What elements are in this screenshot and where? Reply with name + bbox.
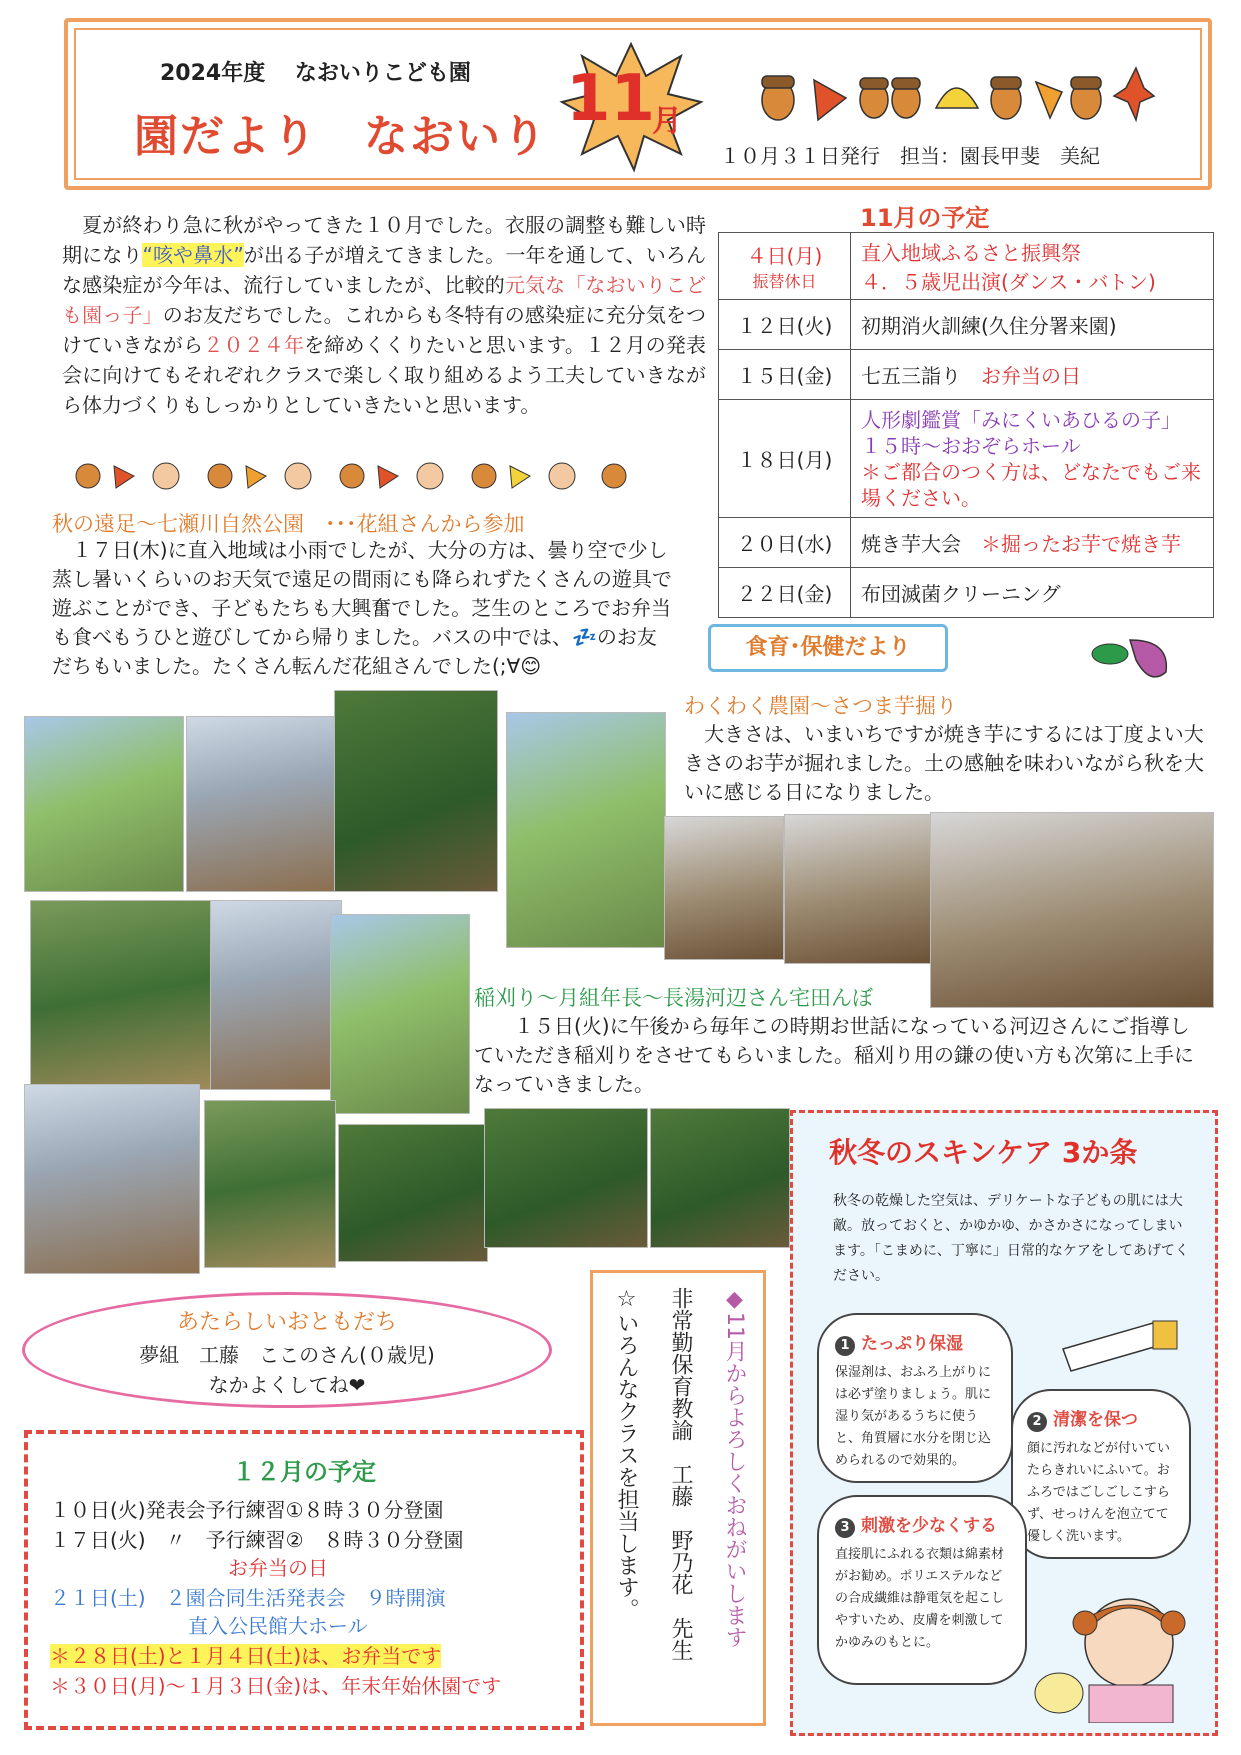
december-line: ＊３０日(月)～１月３日(金)は、年末年始休園です bbox=[50, 1674, 502, 1698]
photo-slide-2 bbox=[506, 712, 666, 948]
rice-title: 稲刈り～月組年長～長湯河辺さん宅田んぼ bbox=[474, 986, 873, 1010]
skin-tip-3: 3 刺激を少なくする 直接肌にふれる衣類は綿素材がお勧め。ポリエステルなどの合成繊維は静電気を起こしやすいため、皮膚を刺激してかゆみのもとに。 bbox=[817, 1495, 1027, 1685]
photo-digging-3 bbox=[930, 812, 1214, 1008]
skin-care-intro: 秋冬の乾燥した空気は、デリケートな子どもの肌には大敵。放っておくと、かゆかゆ、かさかさになってしまいます。「こまめに、丁寧に」日常的なケアをしてあげてください。 bbox=[833, 1193, 1189, 1284]
photo-rice-2 bbox=[484, 1108, 648, 1248]
skin-tip-2: 2 清潔を保つ 顔に汚れなどが付いていたらきれいにふいて。おふろではごしごしこすらず、せっけんを泡立てて優しく洗います。 bbox=[1011, 1389, 1191, 1559]
photo-group-slide bbox=[24, 1084, 200, 1274]
acorn-leaf-row-icon bbox=[756, 58, 1156, 128]
month-number: 11 bbox=[566, 62, 656, 136]
photo-playground-1 bbox=[24, 716, 184, 892]
table-row: １２日(火) 初期消火訓練(久住分署来園) bbox=[719, 300, 1214, 350]
november-schedule-table bbox=[718, 232, 1214, 618]
photo-swing bbox=[334, 690, 498, 892]
farm-title: わくわく農園～さつま芋掘り bbox=[684, 694, 957, 718]
table-row: ４日(月) 振替休日 直入地域ふるさと振興祭 ４．５歳児出演(ダンス・バトン) bbox=[719, 233, 1214, 300]
december-schedule-box bbox=[24, 1430, 584, 1730]
girl-illustration-icon bbox=[1029, 1573, 1209, 1723]
december-line: ２１日(土) ２園合同生活発表会 ９時開演 bbox=[50, 1586, 446, 1610]
tube-cream-icon bbox=[1053, 1309, 1193, 1379]
table-row: １５日(金) 七五三詣り お弁当の日 bbox=[719, 350, 1214, 400]
teacher-name: 非常勤保育教諭 工藤 野乃花 先生 bbox=[668, 1287, 693, 1661]
new-friend-oval bbox=[22, 1292, 552, 1408]
rice-text: １５日(火)に午後から毎年この時期お世話になっている河辺さんにご指導していただき稲刈りをさせてもらいました。稲刈り用の鎌の使い方も次第に上手になっていきました。 bbox=[474, 1014, 1194, 1096]
header-year: 2024年度 なおいりこども園 bbox=[160, 61, 471, 86]
december-line: お弁当の日 bbox=[228, 1556, 328, 1580]
november-schedule-title: 11月の予定 bbox=[860, 204, 990, 232]
new-friend-message: なかよくしてね❤ bbox=[208, 1373, 366, 1397]
month-kanji: 月 bbox=[652, 104, 682, 139]
photo-slide-3 bbox=[330, 914, 470, 1114]
photo-rice-1 bbox=[338, 1124, 488, 1262]
photo-digging-2 bbox=[784, 814, 934, 964]
intro-paragraph: 夏が終わり急に秋がやってきた１０月でした。衣服の調整も難しい時期になり“咳や鼻水”が出る子が増えてきました。一年を通して、いろんな感染症が今年は、流行していましたが、比較的元気な「なおいりこども園っ子」のお友だちでした。これからも冬特有の感染症に充分気をつけていきながら２０２４年を締めくくりたいと思います。１２月の発表会に向けてもそれぞれクラスで楽しく取り組めるよう工夫していきながら体力づくりもしっかりとしていきたいと思います。 bbox=[62, 213, 707, 417]
december-line: １０日(火)発表会予行練習①８時３０分登園 bbox=[50, 1498, 444, 1522]
trip-title: 秋の遠足～七瀬川自然公園 ･･･花組さんから参加 bbox=[52, 512, 525, 536]
teacher-box bbox=[590, 1270, 766, 1726]
food-health-tag: 食育･保健だより bbox=[708, 624, 948, 672]
table-row: ２０日(水) 焼き芋大会 ＊掘ったお芋で焼き芋 bbox=[719, 518, 1214, 568]
new-friend-title: あたらしいおともだち bbox=[176, 1310, 397, 1335]
new-friend-name: 夢組 工藤 ここのさん(０歳児) bbox=[139, 1343, 435, 1367]
december-line: １７日(火) 〃 予行練習② ８時３０分登園 bbox=[50, 1528, 464, 1552]
trip-text: １７日(木)に直入地域は小雨でしたが、大分の方は、曇り空で少し蒸し暑いくらいのお天気で遠足の間雨にも降られずたくさんの遊具で遊ぶことができ、子どもたちも大興奮でした。芝生のところでお弁当も食べもうひと遊びしてから帰りました。バスの中では、💤のお友だちもいました。たくさん転んだ花組さんでした(;∀😊 bbox=[52, 538, 672, 678]
skin-care-title: 秋冬のスキンケア 3か条 bbox=[829, 1136, 1138, 1169]
photo-digging-1 bbox=[664, 816, 784, 960]
sweet-potato-icon bbox=[1070, 610, 1180, 690]
december-title: １２月の予定 bbox=[232, 1458, 376, 1486]
photo-slide-1 bbox=[186, 716, 336, 892]
skin-tip-1: 1 たっぷり保湿 保湿剤は、おふろ上がりには必ず塗りましょう。肌に湿り気があるうちに使うと、角質層に水分を閉じ込められるので効果的。 bbox=[817, 1313, 1013, 1483]
teacher-greeting: ◆11月からよろしくおねがいします bbox=[722, 1287, 747, 1648]
farm-text: 大きさは、いまいちですが焼き芋にするには丁度よい大きさのお芋が掘れました。土の感触を味わいながら秋を大いに感じる日になりました。 bbox=[684, 722, 1204, 804]
decoration-row-icon bbox=[70, 458, 630, 494]
photo-tube-slide-1 bbox=[30, 900, 214, 1090]
page-title: 園だより なおいり bbox=[134, 111, 548, 162]
table-row: ２２日(金) 布団滅菌クリーニング bbox=[719, 568, 1214, 618]
skin-care-box bbox=[790, 1110, 1218, 1736]
december-line: ＊２８日(土)と１月４日(土)は、お弁当です bbox=[50, 1644, 442, 1668]
issue-line: １０月３１日発行 担当：園長甲斐 美紀 bbox=[720, 144, 1100, 168]
photo-tube-slide-2 bbox=[204, 1100, 336, 1268]
photo-lunch bbox=[210, 900, 342, 1090]
december-line: 直入公民館大ホール bbox=[188, 1614, 368, 1638]
table-row: １８日(月) 人形劇鑑賞「みにくいあひるの子」 １５時～おおぞらホール ＊ご都合のつく方は、どなたでもご来場ください。 bbox=[719, 400, 1214, 518]
photo-rice-3 bbox=[650, 1108, 790, 1248]
teacher-note: ☆いろんなクラスを担当します。 bbox=[614, 1287, 639, 1620]
